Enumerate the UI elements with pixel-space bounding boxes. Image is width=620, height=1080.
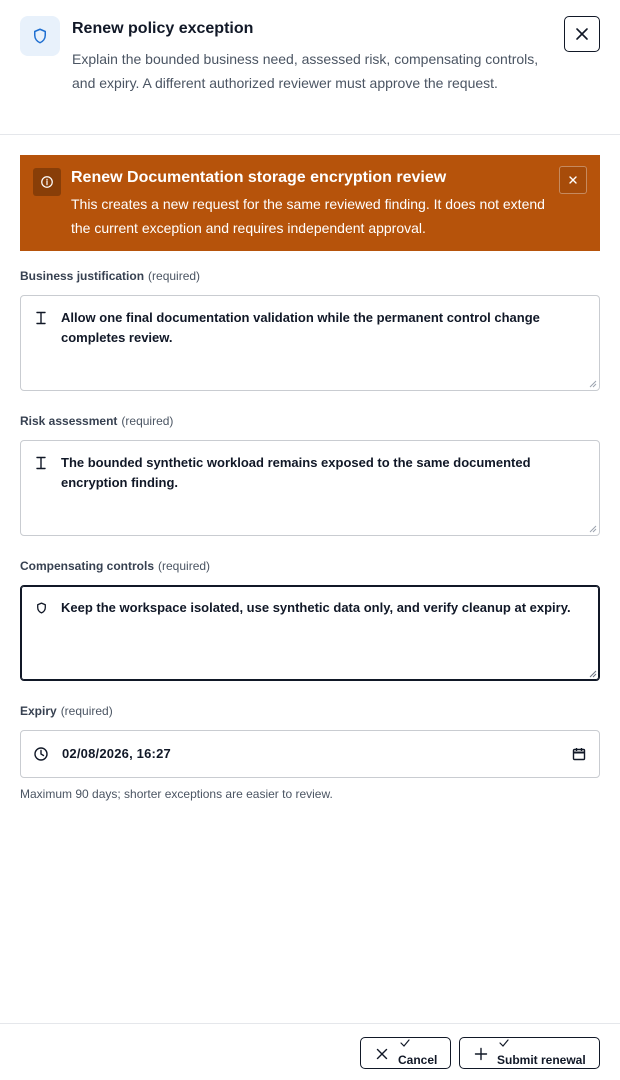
text-cursor-icon: [33, 455, 49, 471]
dialog-description: Explain the bounded business need, assessed risk, compensating controls, and expiry. A different authorized reviewer must approve the request.: [72, 51, 539, 91]
banner-text: This creates a new request for the same reviewed finding. It does not extend the current exception and requires independent approval.: [71, 196, 545, 236]
check-icon: [499, 1039, 509, 1047]
risk-label: [20, 414, 173, 428]
shield-icon: [20, 16, 60, 56]
expiry-datetime-input[interactable]: [20, 730, 600, 778]
risk-value: The bounded synthetic workload remains exposed to the same documented encryption finding.: [61, 455, 531, 490]
required-marker: (required): [60, 704, 113, 718]
cancel-label: Cancel: [398, 1053, 438, 1067]
dialog-header: [0, 0, 620, 135]
required-marker: (required): [158, 559, 211, 573]
banner-title: Renew Documentation storage encryption review: [71, 169, 447, 186]
plus-icon: [474, 1047, 488, 1061]
clock-icon: [33, 746, 49, 762]
close-icon: [375, 1047, 389, 1061]
expiry-label-text: Expiry: [20, 704, 57, 718]
dialog-title: Renew policy exception: [72, 20, 254, 37]
required-marker: (required): [148, 269, 201, 283]
expiry-label: [20, 704, 113, 718]
controls-label-text: Compensating controls: [20, 559, 155, 573]
submit-renewal-button[interactable]: [459, 1037, 600, 1069]
dialog-footer: [0, 1023, 620, 1080]
close-icon: [575, 27, 589, 41]
close-dialog-button[interactable]: [564, 16, 600, 52]
calendar-icon[interactable]: [572, 747, 586, 761]
justification-label: [20, 269, 200, 283]
required-marker: (required): [121, 414, 174, 428]
controls-textarea[interactable]: [20, 585, 600, 681]
renewal-banner: [20, 155, 600, 251]
controls-value: Keep the workspace isolated, use synthetic data only, and verify cleanup at expiry.: [61, 600, 571, 615]
close-icon: [568, 175, 578, 185]
risk-textarea[interactable]: [20, 440, 600, 536]
controls-label: [20, 559, 210, 573]
resize-handle[interactable]: [589, 525, 597, 533]
justification-label-text: Business justification: [20, 269, 145, 283]
expiry-hint: Maximum 90 days; shorter exceptions are easier to review.: [20, 787, 333, 801]
check-icon: [400, 1039, 410, 1047]
info-icon: [33, 168, 61, 196]
banner-close-button[interactable]: [559, 166, 587, 194]
resize-handle[interactable]: [589, 670, 597, 678]
shield-icon: [33, 600, 49, 616]
justification-value: Allow one final documentation validation while the permanent control change completes review.: [61, 310, 540, 345]
justification-textarea[interactable]: [20, 295, 600, 391]
submit-label: Submit renewal: [497, 1053, 586, 1067]
risk-label-text: Risk assessment: [20, 414, 118, 428]
expiry-value: 02/08/2026, 16:27: [62, 746, 171, 761]
text-cursor-icon: [33, 310, 49, 326]
resize-handle[interactable]: [589, 380, 597, 388]
cancel-button[interactable]: [360, 1037, 451, 1069]
